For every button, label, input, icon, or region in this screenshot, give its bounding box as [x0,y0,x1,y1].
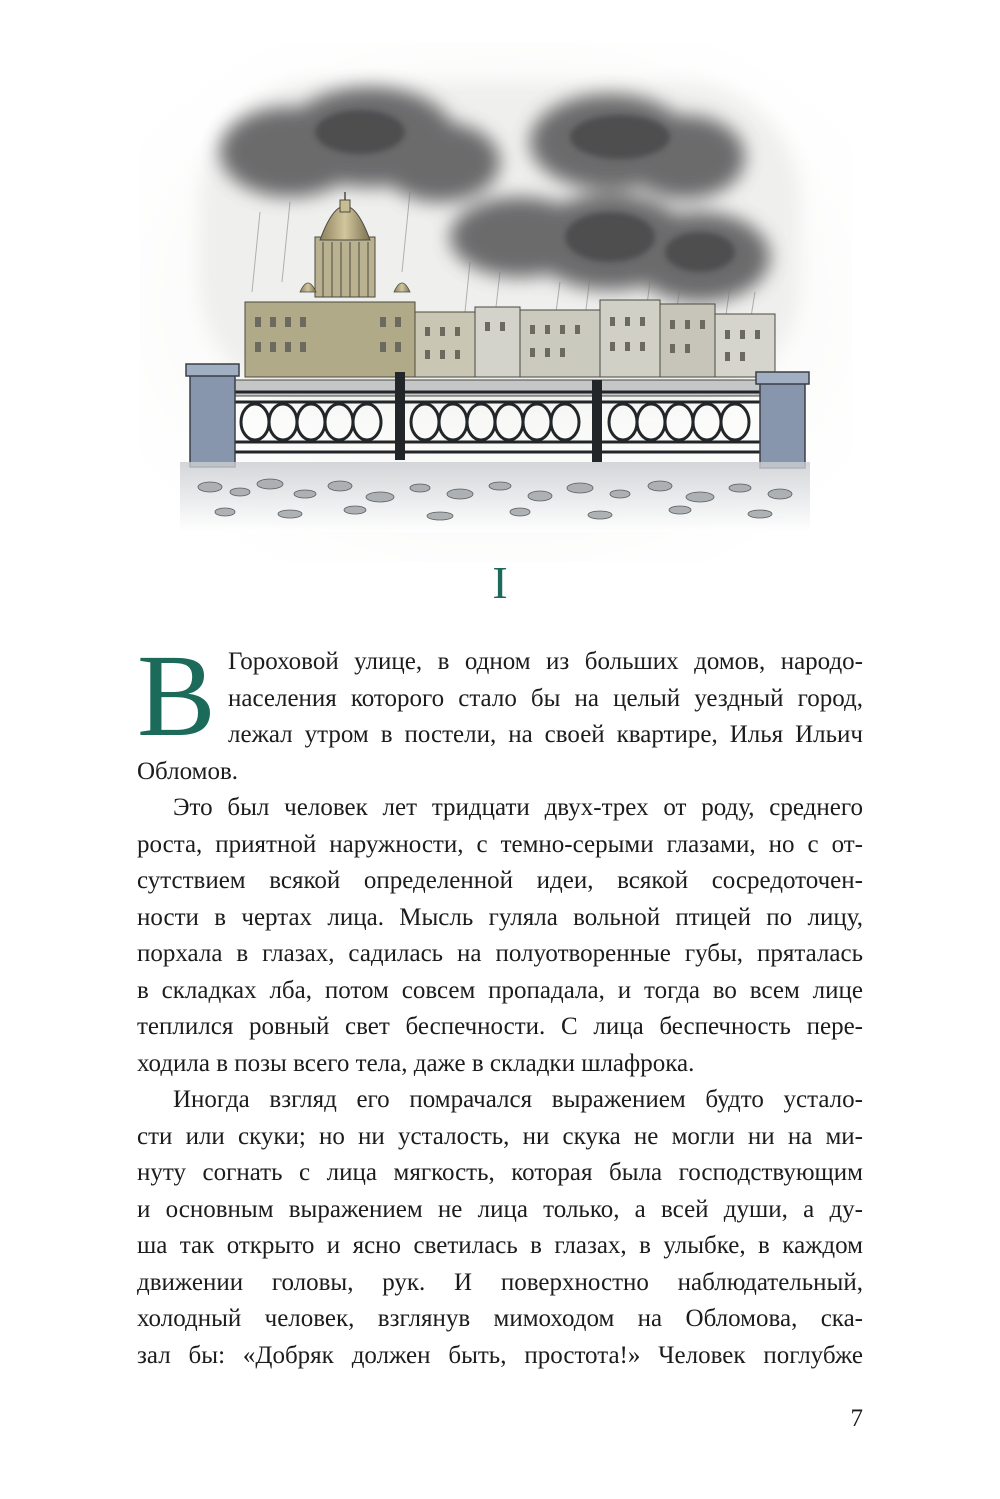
building-row [245,300,775,377]
paragraph-1 [137,630,863,790]
embankment [190,380,805,396]
text-line: сти или скуки; но ни усталость, ни скука не могли ни на ми- [137,1122,863,1150]
text-line: холодный человек, взглянув мимоходом на Обломова, ска- [137,1305,863,1332]
text-line: населения которого стало бы на целый уездный город, [228,684,863,712]
rainy-embankment-illustration [140,42,852,562]
text-line: движении головы, рук. И поверхностно наблюдательный, [137,1268,863,1296]
text-line: ша так открыто и ясно светилась в глазах, в улыбке, в каждом [137,1232,863,1259]
text-line: порхала в глазах, садилась на полуотворенные губы, пряталась [137,940,863,967]
text-line: Это был человек лет тридцати двух-трех от роду, среднего [173,794,863,821]
page-number: 7 [850,1405,863,1432]
text-line: зал бы: «Добряк должен быть, простота!» Человек поглубже [137,1341,863,1369]
chapter-number: I [492,557,508,608]
text-line: Гороховой улице, в одном из больших домов, народо- [228,648,863,675]
text-line: Иногда взгляд его помрачался выражением будто устало- [173,1086,863,1113]
text-line: сутствием всякой определенной идеи, всякой сосредоточен- [137,867,863,894]
chapter-text [137,630,863,1374]
text-line: ходила в позы всего тела, даже в складки шлафрока. [137,1049,695,1077]
text-line: лежал утром в постели, на своей квартире, Илья Ильич [228,721,863,748]
text-line: теплился ровный свет беспечности. С лица беспечность пере- [137,1013,863,1040]
text-line: нуту согнать с лица мягкость, которая была господствующим [137,1159,863,1186]
text-line: роста, приятной наружности, с темно-серыми глазами, но с от- [137,830,863,858]
text-line: и основным выражением не лица только, а всей души, а ду- [137,1195,863,1223]
paragraph-3 [137,1082,863,1374]
water-wash [180,462,810,532]
drop-cap: В [137,630,216,761]
text-line: ности в чертах лица. Мысль гуляла вольной птицей по лицу, [137,903,863,931]
text-line: Обломов. [137,757,239,785]
text-line: в складках лба, потом совсем пропадала, и тогда во всем лице [137,976,863,1004]
paragraph-2 [137,790,863,1082]
